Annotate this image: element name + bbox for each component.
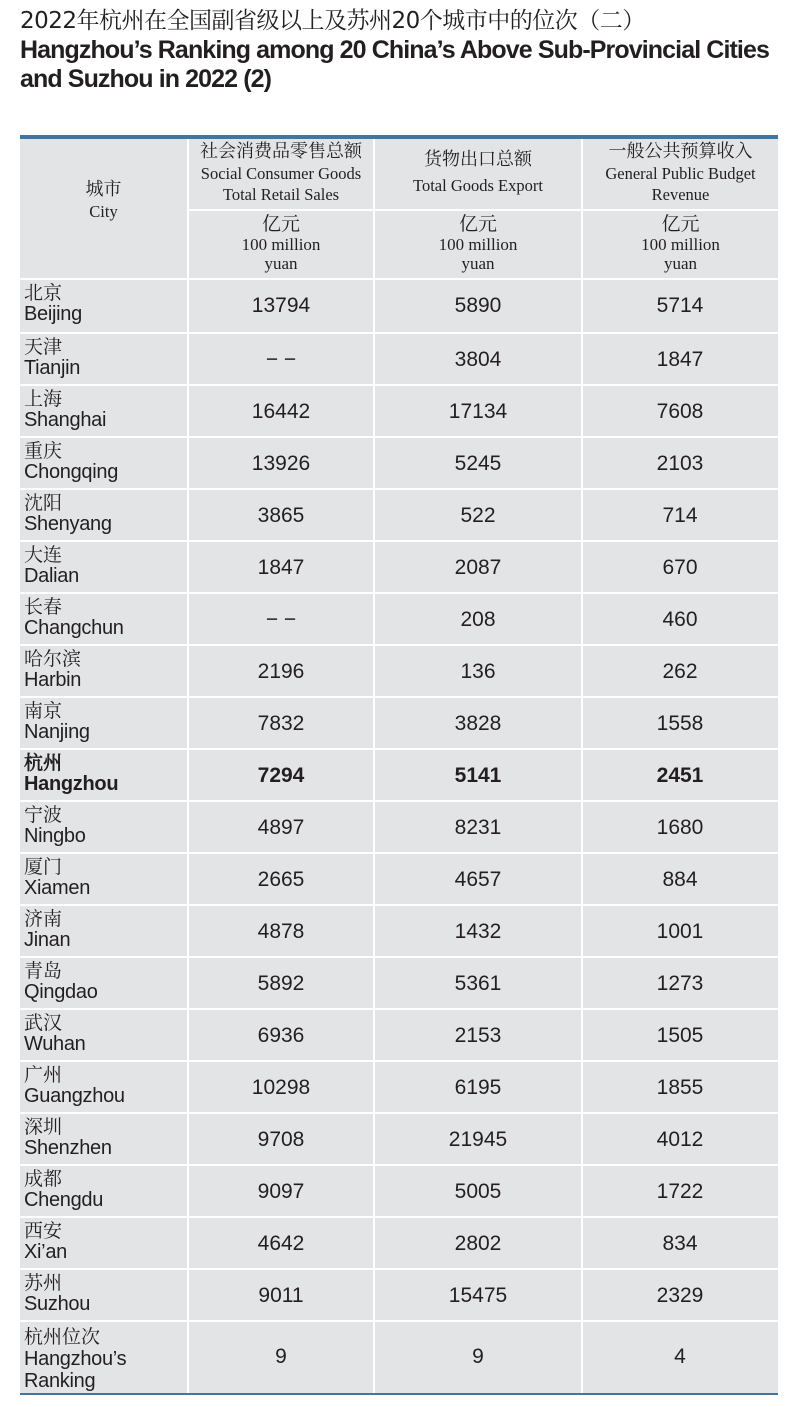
table-row: 天津 Tianjin − − 3804 1847 [24,336,704,379]
table-row: 上海 Shanghai 16442 17134 7608 [24,388,704,431]
table-bottom-rule [20,1393,778,1395]
table-row: 西安 Xi’an 4642 2802 834 [24,1220,698,1263]
table-row: 重庆 Chongqing 13926 5245 2103 [24,440,704,483]
table-row: 哈尔滨 Harbin 2196 136 262 [24,648,698,691]
table-row: 广州 Guangzhou 10298 6195 1855 [24,1064,704,1107]
header-city-cn: 城市 [85,179,122,200]
table-row: 沈阳 Shenyang 3865 522 714 [24,492,698,535]
table-row-ranking: 杭州位次 Hangzhou’s Ranking 9 9 4 [24,1326,686,1392]
header-city-en: City [89,202,118,221]
table-row: 北京 Beijing 13794 5890 5714 [24,282,704,325]
table-row: 深圳 Shenzhen 9708 21945 4012 [24,1116,704,1159]
table-row: 宁波 Ningbo 4897 8231 1680 [24,804,704,847]
unit-retail-sales: 亿元 100 million yuan [241,213,321,273]
header-city [20,179,187,222]
header-goods-export: 货物出口总额 Total Goods Export [413,149,543,195]
header-divider [189,209,778,211]
table-row: 成都 Chengdu 9097 5005 1722 [24,1168,704,1211]
title-english-line1: Hangzhou’s Ranking among 20 China’s Above Sub-Provincial Cities [20,36,769,64]
table-row: 南京 Nanjing 7832 3828 1558 [24,700,704,743]
header-budget-revenue: 一般公共预算收入 General Public Budget Revenue [605,141,756,204]
title-english-line2: and Suzhou in 2022 (2) [20,65,272,93]
title-chinese: 2022年杭州在全国副省级以上及苏州20个城市中的位次（二） [20,8,645,34]
unit-goods-export: 亿元 100 million yuan [438,213,518,273]
table-row: 厦门 Xiamen 2665 4657 884 [24,856,698,899]
table-row: 青岛 Qingdao 5892 5361 1273 [24,960,704,1003]
table-row-highlighted: 杭州 Hangzhou 7294 5141 2451 [24,752,704,795]
table-row: 济南 Jinan 4878 1432 1001 [24,908,704,951]
table-top-rule [20,135,778,139]
ranking-table [20,135,778,1395]
page-title [20,6,790,94]
table-row: 大连 Dalian 1847 2087 670 [24,544,698,587]
table-row: 武汉 Wuhan 6936 2153 1505 [24,1012,704,1055]
unit-budget-revenue: 亿元 100 million yuan [641,213,720,273]
header-retail-sales: 社会消费品零售总额 Social Consumer Goods Total Retail Sales [200,141,362,204]
table-row: 长春 Changchun − − 208 460 [24,596,698,639]
table-row: 苏州 Suzhou 9011 15475 2329 [24,1272,704,1315]
